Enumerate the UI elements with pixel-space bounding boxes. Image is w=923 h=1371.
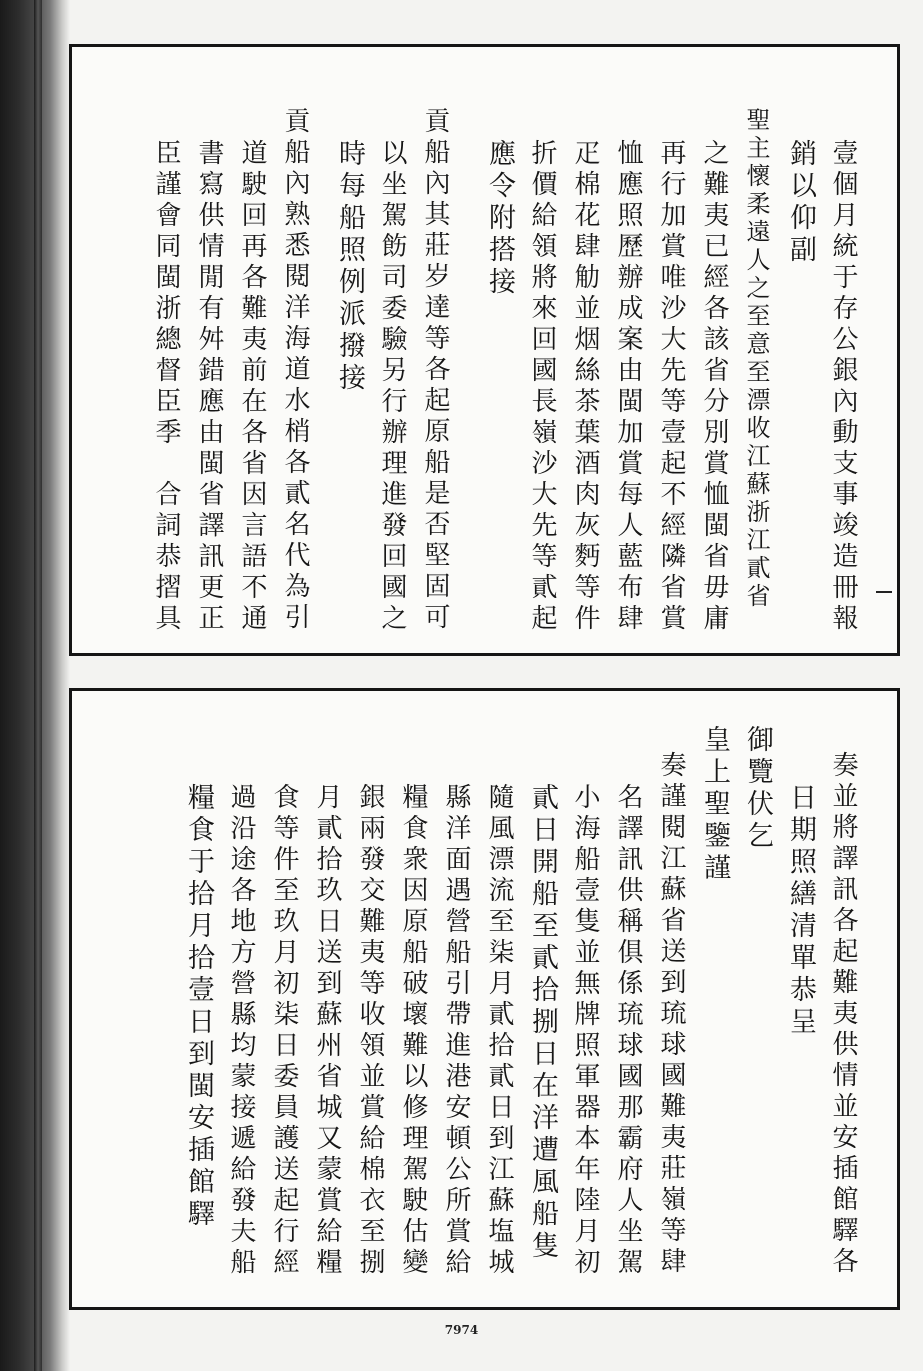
book-spine-edge xyxy=(34,0,42,1371)
text-column: 小海船壹隻並無牌照軍器本年陸月初 xyxy=(570,783,600,1279)
text-column: 折價給領將來回國長嶺沙大先等貳起 xyxy=(527,139,557,635)
top-document-panel xyxy=(69,44,900,656)
text-column: 道駛回再各難夷前在各省因言語不通 xyxy=(237,139,267,635)
text-column: 聖主懷柔遠人之至意至漂收江蘇浙江貳省 xyxy=(742,107,770,611)
text-column: 奏並將譯訊各起難夷供情並安插館驛各 xyxy=(828,751,858,1278)
text-column: 縣洋面遇營船引帶進港安頓公所賞給 xyxy=(441,783,471,1279)
text-column: 書寫供情閒有舛錯應由閩省譯訊更正 xyxy=(194,139,224,635)
text-column: 銷以仰副 xyxy=(785,139,816,267)
text-column: 以坐駕飭司委驗另行辦理進發回國之 xyxy=(377,139,407,635)
text-column: 皇上聖鑒謹 xyxy=(699,725,730,885)
text-column: 應令附搭接 xyxy=(484,139,515,299)
top-text-columns xyxy=(72,47,897,653)
text-column: 糧食于拾月拾壹日到閩安插館驛 xyxy=(183,783,214,1231)
text-column: 時每船照例派撥接 xyxy=(334,139,365,395)
text-column: 御覽伏乞 xyxy=(742,725,773,853)
page-number: 7974 xyxy=(444,1323,479,1337)
text-column: 之難夷已經各該省分別賞恤閩省毋庸 xyxy=(699,139,729,635)
text-column: 食等件至玖月初柒日委員護送起行經 xyxy=(269,783,299,1279)
text-column: 月貳拾玖日送到蘇州省城又蒙賞給糧 xyxy=(312,783,342,1279)
text-column: 恤應照歷辦成案由閩加賞每人藍布肆 xyxy=(613,139,643,635)
text-column: 壹個月統于存公銀內動支事竣造冊報 xyxy=(828,139,858,635)
margin-tick-mark xyxy=(876,591,892,593)
bottom-text-columns xyxy=(72,691,897,1307)
text-column: 名譯訊供稱俱係琉球國那霸府人坐駕 xyxy=(613,783,643,1279)
bottom-document-panel xyxy=(69,688,900,1310)
text-column: 過沿途各地方營縣均蒙接遞給發夫船 xyxy=(226,783,256,1279)
text-column: 臣謹會同閩浙總督臣季 合詞恭摺具 xyxy=(151,139,181,635)
text-column: 銀兩發交難夷等收領並賞給棉衣至捌 xyxy=(355,783,385,1279)
text-column: 疋棉花肆觔並烟絲茶葉酒肉灰麪等件 xyxy=(570,139,600,635)
text-column: 再行加賞唯沙大先等壹起不經隣省賞 xyxy=(656,139,686,635)
text-column: 糧食衆因原船破壞難以修理駕駛估變 xyxy=(398,783,428,1279)
text-column: 貳日開船至貳拾捌日在洋遭風船隻 xyxy=(527,783,558,1263)
text-column: 貢船內熟悉閱洋海道水梢各貳名代為引 xyxy=(280,107,310,634)
text-column: 日期照繕清單恭呈 xyxy=(785,783,816,1039)
text-column: 奏謹閱江蘇省送到琉球國難夷莊嶺等肆 xyxy=(656,751,686,1278)
text-column: 隨風漂流至柒月貳拾貳日到江蘇塩城 xyxy=(484,783,514,1279)
text-column: 貢船內其莊岁達等各起原船是否堅固可 xyxy=(420,107,450,634)
